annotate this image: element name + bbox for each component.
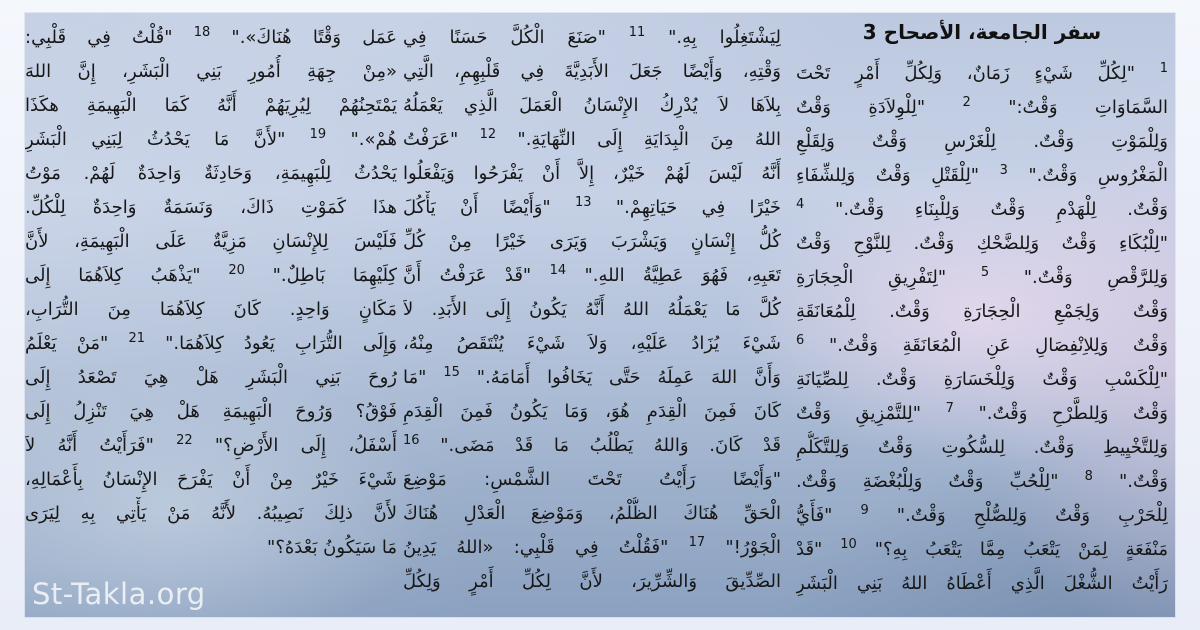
column-verses-1-10 — [796, 15, 1168, 601]
text-line: مَا سَيَكُونُ بَعْدَهُ؟" — [267, 537, 397, 558]
text-line: وَقْتٌ وَلِلطَّرْحِ وَقْتٌ." $^7$ "لِلتَّمْزِيقِ وَقْتٌ — [796, 401, 1168, 424]
verse-number: 19 — [309, 127, 327, 142]
verse-number: 20 — [228, 263, 245, 278]
verse-number: 15 — [443, 365, 460, 380]
text-line: وَقْتٌ وَلِلاِنْفِصَالِ عَنِ الْمُعَانَقَةِ وَقْتٌ." $^6$ — [796, 333, 1168, 356]
text-line: هُمْ»." $^{19}$ "لأَنَّ مَا يَحْدُثُ لِبَنِي الْبَشَرِ — [25, 127, 397, 150]
verse-number: 5 — [980, 265, 990, 280]
verse-text-right-column — [796, 57, 1168, 601]
text-line: فَلَيْسَ لِلإِنْسَانِ مَزِيَّةٌ عَلَى الْبَهِيمَةِ، لأَنَّ — [25, 231, 397, 252]
text-line: وَقْتٌ." $^8$ "لِلْحُبِّ وَقْتٌ وَلِلْبُغْضَةِ وَقْتٌ. — [796, 469, 1168, 492]
verse-number: 11 — [628, 25, 646, 40]
verse-number: 2 — [962, 95, 971, 110]
text-line: كَانَ فَمِنَ الْقِدَمِ هُوَ، وَمَا يَكُونُ فَمِنَ الْقِدَمِ — [403, 401, 781, 422]
text-line: "لِلْكَسْبِ وَقْتٌ وَلِلْخَسَارَةِ وَقْتٌ. لِلصِّيَانَةِ — [796, 369, 1168, 390]
verse-number: 18 — [193, 25, 211, 40]
text-line: اللهُ مِنَ الْبِدَايَةِ إِلَى النِّهَايَةِ." $^{12}$ "عَرَفْتُ — [403, 127, 781, 150]
text-line: لأَنَّ ذلِكَ نَصِيبُهُ. لأَنَّهُ مَنْ يَأْتِي بِهِ لِيَرَى — [25, 503, 397, 524]
text-line: كُلُّ إِنْسَانٍ وَيَشْرَبَ وَيَرَى خَيْرًا مِنْ كُلِّ — [403, 231, 781, 252]
verse-number: 10 — [840, 537, 857, 552]
text-line: لِلْحَرْبِ وَقْتٌ وَلِلصُّلْحِ وَقْتٌ." $^9$ "فَأَيُّ — [796, 503, 1168, 526]
text-line: يَحْدُثُ لِلْبَهِيمَةِ، وَحَادِثَةٌ وَاحِدَةٌ لَهُمْ. مَوْتُ — [25, 163, 397, 184]
text-line: وَإِلَى التُّرَابِ يَعُودُ كِلاَهُمَا." $^{21}$ "مَنْ يَعْلَمُ — [25, 331, 397, 354]
text-line: الْحَقِّ هُنَاكَ الظُّلْمُ، وَمَوْضِعَ الْعَدْلِ هُنَاكَ — [403, 503, 781, 524]
text-line: أَنَّهُ لَيْسَ لَهُمْ خَيْرٌ، إِلاَّ أَنْ يَفْرَحُوا وَيَفْعَلُوا — [403, 163, 781, 184]
verse-number: 8 — [1084, 469, 1093, 484]
text-line: وَلِلتَّخْيِيطِ وَقْتٌ. لِلسُّكُوتِ وَقْتٌ وَلِلتَّكَلُّمِ — [796, 437, 1168, 458]
text-line: السَّمَاوَاتِ وَقْتٌ:" $^2$ "لِلْوِلاَدَةِ وَقْتٌ — [796, 95, 1168, 118]
verse-text-left-column — [25, 21, 397, 565]
sky-photo-background — [25, 13, 1175, 617]
text-line: «مِنْ جِهَةِ أُمُورِ بَنِي الْبَشَرِ، إِنَّ اللهَ — [25, 61, 397, 82]
text-line: شَيْءَ يُزَادُ عَلَيْهِ، وَلاَ شَيْءَ يُنْتَقَصُ مِنْهُ، — [403, 333, 781, 354]
verse-number: 13 — [575, 195, 592, 210]
verse-number: 9 — [860, 503, 869, 518]
text-line: رُوحَ بَنِي الْبَشَرِ هَلْ هِيَ تَصْعَدُ إِلَى — [25, 367, 397, 388]
verse-number: 3 — [999, 163, 1008, 178]
verse-text-middle-column — [403, 21, 781, 599]
text-line: وَلِلرَّقْصِ وَقْتٌ." $^5$ "لِتَفْرِيقِ الْحِجَارَةِ — [796, 265, 1168, 288]
text-line: مَنْفَعَةٍ لِمَنْ يَتْعَبُ مِمَّا يَتْعَبُ بِهِ؟" $^{10}$ "قَدْ — [796, 537, 1168, 560]
text-line: أَسْفَلُ، إِلَى الأَرْضِ؟" $^{22}$ "فَرَأَيْتُ أَنَّهُ لاَ — [25, 433, 397, 456]
text-line: قَدْ كَانَ. وَاللهُ يَطْلُبُ مَا قَدْ مَضَى." $^{16}$ — [403, 433, 781, 456]
text-line: وَأَنَّ اللهَ عَمِلَهُ حَتَّى يَخَافُوا أَمَامَهُ." $^{15}$ "مَا — [403, 365, 781, 388]
verse-number: 4 — [796, 197, 805, 212]
verse-number: 12 — [479, 127, 497, 142]
text-line: هذَا كَمَوْتِ ذَاكَ، وَنَسَمَةٌ وَاحِدَةٌ لِلْكُلِّ. — [25, 197, 397, 218]
text-line: تَعَبِهِ، فَهُوَ عَطِيَّةُ اللهِ." $^{14}$ "قَدْ عَرَفْتُ أَنَّ — [403, 263, 781, 286]
text-line: كُلَّ مَا يَعْمَلُهُ اللهُ أَنَّهُ يَكُونُ إِلَى الأَبَدِ. لاَ — [403, 299, 781, 320]
text-line: مَكَانٍ وَاحِدٍ. كَانَ كِلاَهُمَا مِنَ التُّرَابِ، — [25, 299, 397, 320]
column-verses-10-17 — [403, 21, 781, 599]
text-line: بِلاَهَا لاَ يُدْرِكُ الإِنْسَانُ الْعَمَلَ الَّذِي يَعْمَلُهُ — [403, 95, 781, 116]
verse-number: 16 — [403, 433, 420, 448]
text-line: فَوْقُ؟ وَرُوحَ الْبَهِيمَةِ هَلْ هِيَ تَنْزِلُ إِلَى — [25, 401, 397, 422]
text-line: عَمَل وَقْتًا هُنَاكَ»." $^{18}$ "قُلْتُ فِي قَلْبِي: — [25, 25, 397, 48]
verse-number: 1 — [1159, 61, 1168, 76]
verse-number: 21 — [128, 331, 145, 346]
text-line: وَقْتٌ. لِلْهَدْمِ وَقْتٌ وَلِلْبِنَاءِ وَقْتٌ." $^4$ — [796, 197, 1168, 220]
text-line: رَأَيْتُ الشُّغْلَ الَّذِي أَعْطَاهُ اللهُ بَنِي الْبَشَرِ — [796, 573, 1168, 594]
text-line: لِيَشْتَغِلُوا بِهِ." $^{11}$ "صَنَعَ الْكُلَّ حَسَنًا فِي — [403, 25, 781, 48]
chapter-title: سفر الجامعة، الأصحاح 3 — [862, 20, 1102, 44]
text-line: خَيْرًا فِي حَيَاتِهِمْ." $^{13}$ "وَأَيْضًا أَنْ يَأْكُلَ — [403, 195, 781, 218]
text-line: $^1$ "لِكُلِّ شَيْءٍ زَمَانٌ، وَلِكُلِّ أَمْرٍ تَحْتَ — [796, 61, 1168, 84]
text-line: "لِلْبُكَاءِ وَقْتٌ وَلِلضَّحْكِ وَقْتٌ. لِلنَّوْحِ وَقْتٌ — [796, 233, 1168, 254]
text-line: وَقْتِهِ، وَأَيْضًا جَعَلَ الأَبَدِيَّةَ فِي قَلْبِهِمِ، الَّتِي — [403, 61, 781, 82]
verse-number: 6 — [796, 333, 805, 348]
verse-number: 14 — [549, 263, 567, 278]
site-watermark: St-Takla.org — [32, 577, 206, 611]
column-verses-17-22 — [25, 21, 397, 565]
text-line: الْجَوْرُ!" $^{17}$ "فَقُلْتُ فِي قَلْبِي: «اللهُ يَدِينُ — [403, 535, 781, 558]
text-line: الصِّدِّيقَ وَالشِّرِّيرَ، لأَنَّ لِكُلِّ أَمْرٍ وَلِكُلِّ — [403, 571, 781, 592]
verse-number: 17 — [688, 535, 706, 550]
text-line: الْمَغْرُوسِ وَقْتٌ." $^3$ "لِلْقَتْلِ وَقْتٌ وَلِلشِّفَاءِ — [796, 163, 1168, 186]
text-line: "وَأَيْضًا رَأَيْتُ تَحْتَ الشَّمْسِ: مَوْضِعَ — [403, 469, 781, 490]
text-line: يَمْتَحِنُهُمْ لِيُرِيَهُمْ أَنَّهُ كَمَا الْبَهِيمَةِ هكَذَا — [25, 95, 397, 116]
verse-number: 7 — [945, 401, 954, 416]
verse-number: 22 — [176, 433, 193, 448]
text-line: شَيْءَ خَيْرٌ مِنْ أَنْ يَفْرَحَ الإِنْسَانُ بِأَعْمَالِهِ، — [25, 469, 397, 490]
text-line: وَقْتٌ وَلِجَمْعِ الْحِجَارَةِ وَقْتٌ. لِلْمُعَانَقَةِ — [796, 301, 1168, 322]
text-line: كِلَيْهِمَا بَاطِلٌ." $^{20}$ "يَذْهَبُ كِلاَهُمَا إِلَى — [25, 263, 397, 286]
text-line: وَلِلْمَوْتِ وَقْتٌ. لِلْغَرْسِ وَقْتٌ وَلِقَلْعِ — [796, 131, 1168, 152]
